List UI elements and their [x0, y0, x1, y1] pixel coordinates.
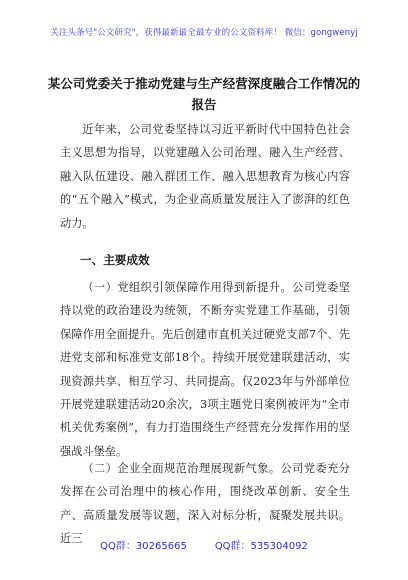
document-title-line-1: 某公司党委关于推动党建与生产经营深度融合工作情况的 [47, 76, 361, 91]
footer-qq-group-2: QQ群：535304092 [214, 541, 308, 552]
section-heading: 一、主要成效 [80, 253, 150, 267]
footer-qq-group-1: QQ群：30265665 [100, 541, 187, 552]
document-title-line-2: 报告 [191, 97, 217, 112]
body-paragraph-2: （二）企业全面规范治理展现新气象。公司党委充分发挥在公司治理中的核心作用，围绕改革创新、安全生产、高质量发展等议题，深入对标分析，凝聚发展共识。近三 [60, 462, 350, 546]
header-promo-note: 关注头条号"公文研究"，获得最新最全最专业的公文资料库！ 微信：gongwenyj [50, 28, 358, 38]
footer-contact [0, 537, 408, 552]
body-paragraph-1: （一）党组织引领保障作用得到新提升。公司党委坚持以党的政治建设为统领，不断夯实党建工作基础，引领保障作用全面提升。先后创建市直机关过硬党支部7个、先进党支部和标准党支部18个。持续开展党建联建活动，实现资源共享、相互学习、共同提高。仅2023年与外部单位开展党建联建活动20余次，3项主题党日案例被评为“全市机关优秀案例”，有力打造围绕生产经营充分发挥作用的坚强战斗堡垒。 [60, 281, 350, 458]
intro-paragraph: 近年来，公司党委坚持以习近平新时代中国特色社会主义思想为指导，以党建融入公司治理、融入生产经营、融入队伍建设、融入群团工作、融入思想教育为核心内容的“五个融入”模式，为企业高质量发展注入了澎湃的红色动力。 [60, 123, 350, 230]
